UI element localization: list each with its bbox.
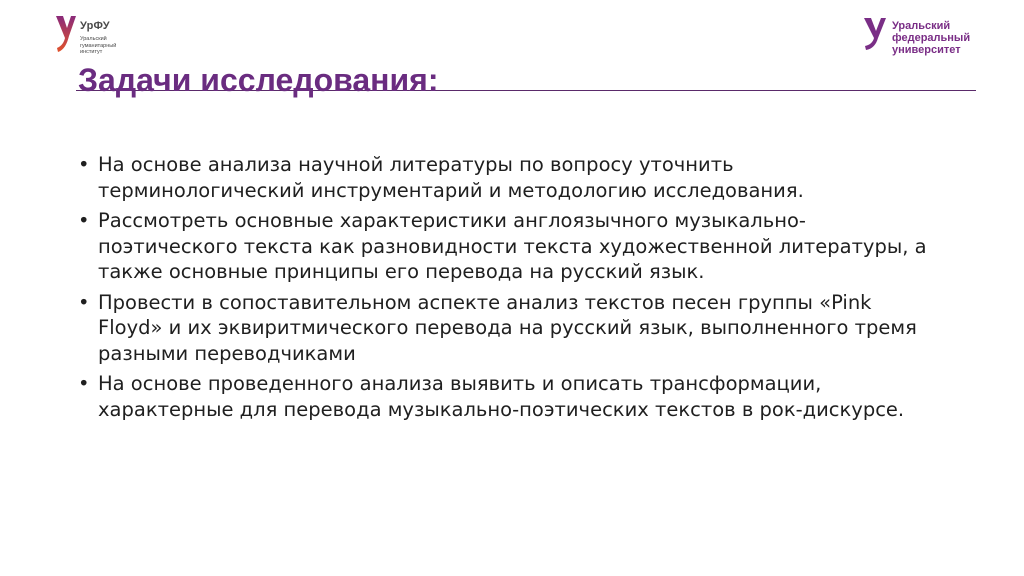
slide-title: Задачи исследования: xyxy=(78,62,439,98)
right-logo-text: Уральский федеральный университет xyxy=(892,20,971,56)
list-item: • На основе анализа научной литературы по вопросу уточнить терминологический инструментарий и методологию исследования. xyxy=(78,152,938,203)
urfu-y-icon xyxy=(862,16,888,52)
right-logo xyxy=(862,16,1002,60)
left-logo-subtitle: Уральский гуманитарный институт xyxy=(80,36,117,55)
list-item: • Провести в сопоставительном аспекте анализ текстов песен группы «Pink Floyd» и их эквиритмического перевода на русский язык, выполненного тремя разными переводчиками xyxy=(78,290,938,367)
left-logo-name: УрФУ xyxy=(80,20,110,32)
task-list xyxy=(78,152,938,427)
left-logo xyxy=(54,14,164,64)
list-item: • На основе проведенного анализа выявить и описать трансформации, характерные для перевода музыкально-поэтических текстов в рок-дискурсе. xyxy=(78,371,938,422)
list-item: • Рассмотреть основные характеристики англоязычного музыкально-поэтического текста как разновидности текста художественной литературы, а также основные принципы его перевода на русский язык. xyxy=(78,208,938,285)
urfu-y-icon xyxy=(54,14,78,54)
